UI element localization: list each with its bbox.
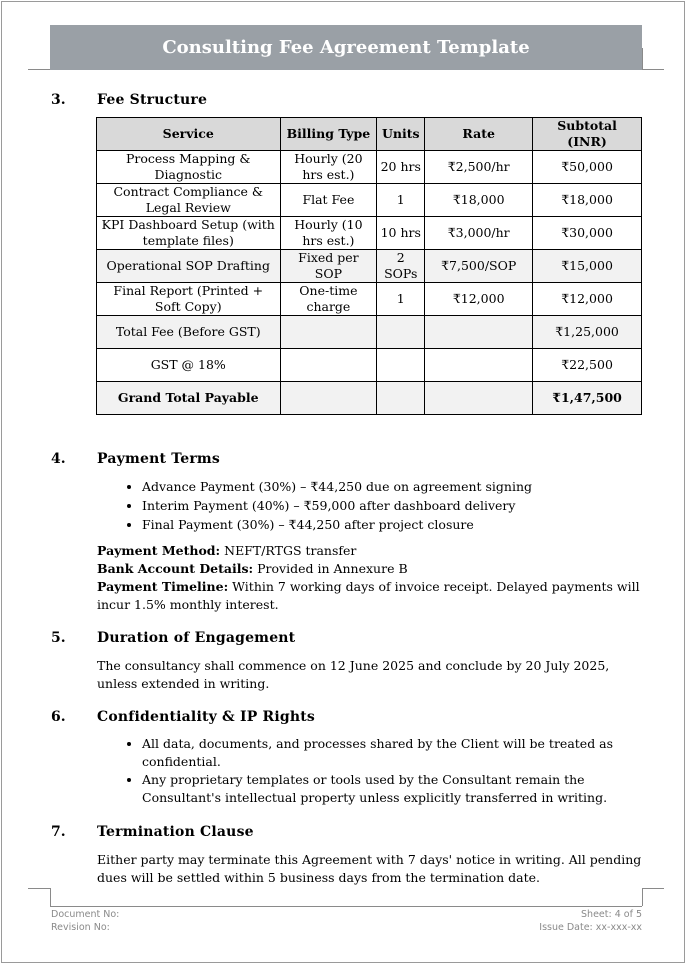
cell-billing-type: One-time charge <box>280 283 377 316</box>
grand-total-value: ₹1,47,500 <box>533 382 642 415</box>
section-number: 7. <box>51 824 66 840</box>
confidentiality-bullets <box>97 735 642 807</box>
cell-rate: ₹18,000 <box>425 184 533 217</box>
duration-text: The consultancy shall commence on 12 June 2025 and conclude by 20 July 2025, unless extended in writing. <box>97 658 610 691</box>
cell-units: 1 <box>377 184 425 217</box>
list-item: • Final Payment (30%) – ₹44,250 after project closure <box>142 515 532 534</box>
section-number: 3. <box>51 92 66 108</box>
col-header-billing-type: Billing Type <box>280 118 377 151</box>
list-item: • Any proprietary templates or tools used by the Consultant remain the Consultant's intellectual property unless explicitly transferred in writing. <box>142 771 642 807</box>
list-item: • Advance Payment (30%) – ₹44,250 due on agreement signing <box>142 477 532 496</box>
payment-timeline <box>97 578 642 614</box>
payment-method <box>97 542 642 560</box>
payment-details <box>97 542 642 614</box>
section-number: 5. <box>51 630 66 646</box>
bank-details-value: Provided in Annexure B <box>253 561 408 576</box>
cell-billing-type: Hourly (10 hrs est.) <box>280 217 377 250</box>
cell-service: Final Report (Printed + Soft Copy) <box>97 283 281 316</box>
grand-total-row <box>97 382 642 415</box>
header-corner-right-v <box>642 48 643 70</box>
table-row <box>97 184 642 217</box>
list-item: • All data, documents, and processes shared by the Client will be treated as confidential. <box>142 735 642 771</box>
gst-row <box>97 349 642 382</box>
section-title-fee-structure: Fee Structure <box>97 92 208 108</box>
section-title-duration: Duration of Engagement <box>97 630 296 646</box>
payment-timeline-label: Payment Timeline: <box>97 579 229 594</box>
bank-details <box>97 560 642 578</box>
col-header-service: Service <box>97 118 281 151</box>
cell-subtotal: ₹15,000 <box>533 250 642 283</box>
total-label: Total Fee (Before GST) <box>97 316 281 349</box>
payment-method-value: NEFT/RTGS transfer <box>220 543 357 558</box>
section-number: 6. <box>51 709 66 725</box>
cell-rate: ₹12,000 <box>425 283 533 316</box>
bank-details-label: Bank Account Details: <box>97 561 254 576</box>
col-header-subtotal: Subtotal (INR) <box>533 118 642 151</box>
cell-units: 1 <box>377 283 425 316</box>
section-title-payment-terms: Payment Terms <box>97 451 220 467</box>
cell-billing-type: Hourly (20 hrs est.) <box>280 151 377 184</box>
header-corner-left <box>28 69 50 70</box>
cell-subtotal: ₹18,000 <box>533 184 642 217</box>
cell-subtotal: ₹50,000 <box>533 151 642 184</box>
cell-subtotal: ₹12,000 <box>533 283 642 316</box>
termination-text: Either party may terminate this Agreement with 7 days' notice in writing. All pending dues will be settled within 5 business days from the termination date. <box>97 852 642 885</box>
table-row <box>97 283 642 316</box>
cell-rate: ₹7,500/SOP <box>425 250 533 283</box>
cell-subtotal: ₹30,000 <box>533 217 642 250</box>
col-header-units: Units <box>377 118 425 151</box>
cell-billing-type: Flat Fee <box>280 184 377 217</box>
cell-service: KPI Dashboard Setup (with template files) <box>97 217 281 250</box>
revision-no: Revision No: <box>51 922 110 933</box>
cell-rate: ₹2,500/hr <box>425 151 533 184</box>
header-band <box>50 25 642 70</box>
cell-service: Process Mapping & Diagnostic <box>97 151 281 184</box>
section-number: 4. <box>51 451 66 467</box>
section-title-termination: Termination Clause <box>97 824 254 840</box>
cell-rate: ₹3,000/hr <box>425 217 533 250</box>
gst-label: GST @ 18% <box>97 349 281 382</box>
footer-rule <box>50 906 642 907</box>
footer-corner-right-v <box>642 888 643 906</box>
total-row <box>97 316 642 349</box>
document-no: Document No: <box>51 909 120 920</box>
cell-service: Operational SOP Drafting <box>97 250 281 283</box>
footer-corner-left-v <box>50 888 51 906</box>
cell-billing-type: Fixed per SOP <box>280 250 377 283</box>
header-corner-right <box>642 69 664 70</box>
issue-date: Issue Date: xx-xxx-xx <box>539 922 642 933</box>
table-row <box>97 250 642 283</box>
grand-total-label: Grand Total Payable <box>97 382 281 415</box>
document-title: Consulting Fee Agreement Template <box>162 37 530 58</box>
total-value: ₹1,25,000 <box>533 316 642 349</box>
cell-service: Contract Compliance & Legal Review <box>97 184 281 217</box>
list-item: • Interim Payment (40%) – ₹59,000 after dashboard delivery <box>142 496 532 515</box>
payment-method-label: Payment Method: <box>97 543 221 558</box>
footer-corner-left <box>28 888 50 889</box>
col-header-rate: Rate <box>425 118 533 151</box>
cell-units: 20 hrs <box>377 151 425 184</box>
footer-corner-right <box>642 888 664 889</box>
table-row <box>97 217 642 250</box>
gst-value: ₹22,500 <box>533 349 642 382</box>
cell-units: 10 hrs <box>377 217 425 250</box>
payment-timeline-value: Within 7 working days of invoice receipt. Delayed payments will incur 1.5% monthly interest. <box>97 579 640 612</box>
cell-units: 2 SOPs <box>377 250 425 283</box>
table-header-row <box>97 118 642 151</box>
section-title-confidentiality: Confidentiality & IP Rights <box>97 709 315 725</box>
sheet-number: Sheet: 4 of 5 <box>581 909 642 920</box>
fee-table <box>96 117 642 415</box>
table-row <box>97 151 642 184</box>
payment-bullets <box>97 477 532 534</box>
